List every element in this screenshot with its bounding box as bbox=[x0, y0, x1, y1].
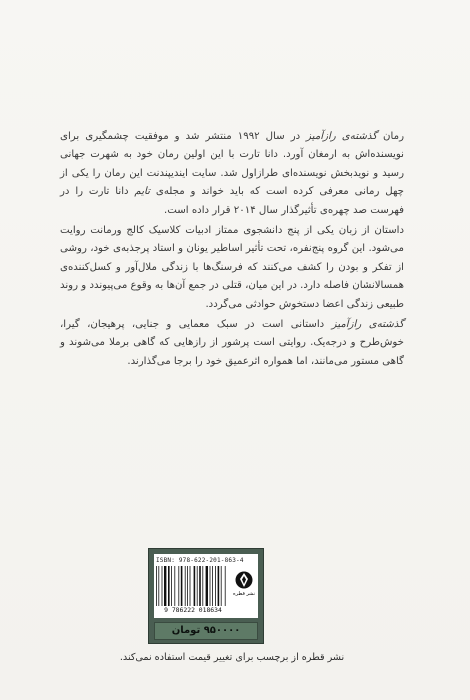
book-title-italic: گذشته‌ی رازآمیز bbox=[306, 131, 378, 142]
magazine-name-italic: تایم bbox=[134, 186, 150, 198]
book-title-italic-2: گذشته‌ی رازآمیز bbox=[331, 319, 404, 331]
blurb-paragraph-2: داستان از زبان یکی از پنج دانشجوی ممتاز ادبیات کلاسیک کالج ورمانت روایت می‌شود. این گروه پنج‌نفره، تحت تأثیر اساطیر یونان و استاد پرجذبه‌ی خود، روشی از تفکر و بودن را کشف می‌کنند که فرسنگ‌ها با زندگی ملال‌آور و کسل‌کننده‌ی همسالانشان فاصله دارد. در این میان، قتلی در جمع آن‌ها به وقوع می‌پیوندد و روند طبیعی زندگی اعضا دستخوش حوادثی می‌گردد. bbox=[60, 225, 404, 310]
isbn-text: ISBN: 978-622-201-863-4 bbox=[156, 557, 244, 564]
blurb-p1-c: دانا تارت را در فهرست صد چهره‌ی تأثیرگذار سال ۲۰۱۴ قرار داده است. bbox=[60, 186, 404, 216]
price-notice: نشر قطره از برچسب برای تغییر قیمت استفاده نمی‌کند. bbox=[119, 652, 345, 663]
blurb-paragraph-3 bbox=[60, 316, 404, 371]
price-label bbox=[148, 548, 264, 644]
blurb-p1-b: در سال ۱۹۹۲ منتشر شد و موفقیت چشمگیری برای نویسنده‌اش به ارمغان آورد. دانا تارت با این اولین رمان خود به شهرت جهانی رسید و نویدبخش نویسنده‌ای طرازاول شد. سایت ایندیپندنت این رمان را یکی از چهل رمانی معرفی کرده است که باید خواند و مجله‌ی bbox=[60, 131, 404, 198]
logo-caption: نشر قطره bbox=[232, 591, 256, 597]
blurb-p1-a: رمان bbox=[377, 131, 405, 142]
blurb-paragraph-1 bbox=[60, 128, 404, 220]
ean-digits: 9 786222 018634 bbox=[164, 606, 222, 614]
barcode-panel bbox=[154, 554, 258, 618]
blurb-p3-b: داستانی است در سبک معمایی و جنایی، پرهیجان، گیرا، خوش‌طرح و درجه‌یک. روایتی است پرشور از رازهایی که گاهی برملا می‌شوند و گاهی مستور می‌مانند، اما همواره اثرعمیق خود را برجا می‌گذارند. bbox=[60, 319, 404, 367]
blurb-text bbox=[60, 128, 404, 373]
qatreh-logo-icon bbox=[235, 570, 253, 590]
barcode-icon bbox=[156, 566, 230, 606]
publisher-logo bbox=[233, 570, 255, 600]
price-tag: ۹۵۰۰۰۰ تومان bbox=[154, 622, 258, 640]
